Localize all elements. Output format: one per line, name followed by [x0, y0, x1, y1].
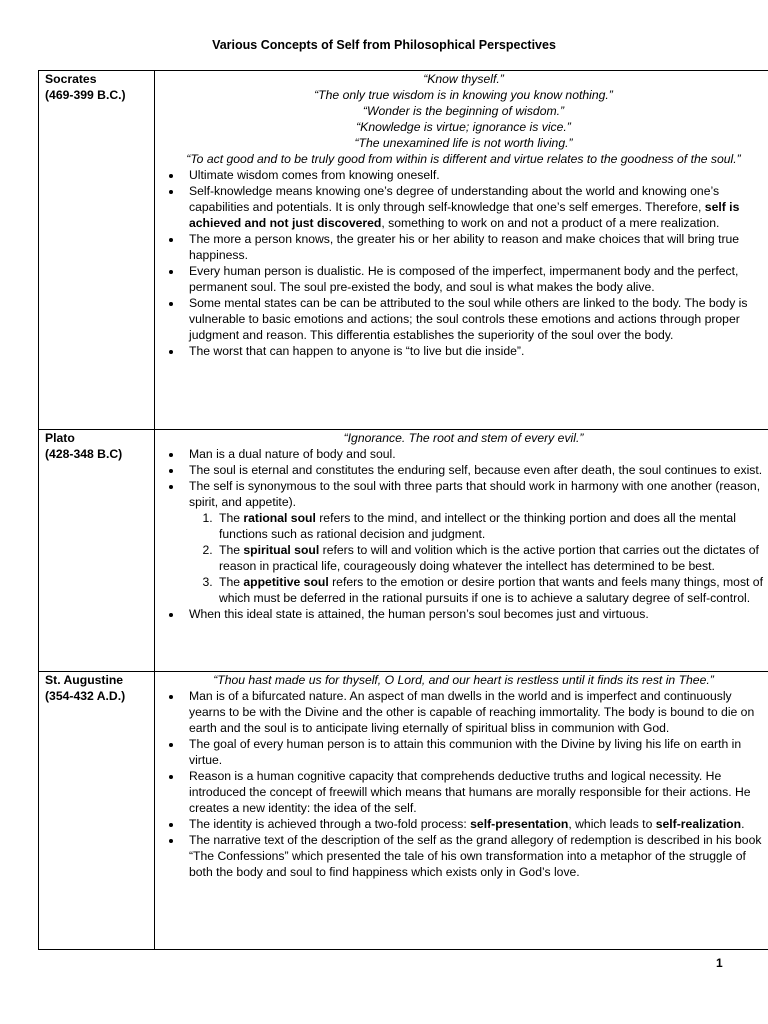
quote: “To act good and to be truly good from within is different and virtue relates to the goodness of the soul.”	[186, 152, 741, 166]
quote: “The only true wisdom is in knowing you know nothing.”	[314, 88, 613, 102]
quote: “The unexamined life is not worth living.”	[354, 136, 573, 150]
philosopher-cell	[39, 430, 155, 672]
list-item: 2. The spiritual soul refers to will and volition which is the active portion that carries out the dictates of reason in practical life, courageously doing whatever the intellect has determined to be best.	[216, 542, 766, 574]
philosopher-name: St. Augustine	[45, 673, 124, 687]
list-item: • Some mental states can be can be attributed to the soul while others are linked to the body. The body is vulnerable to basic emotions and actions; the soul controls these emotions and actions through proper judgment and reason. This differentia establishes the superiority of the soul over the body.	[183, 295, 766, 343]
philosopher-cell	[39, 71, 155, 430]
philosopher-name: Socrates	[45, 72, 97, 86]
bullet-list	[161, 167, 766, 359]
list-item: • Man is a dual nature of body and soul.	[183, 446, 766, 462]
description-cell	[155, 672, 768, 950]
numbered-list	[189, 510, 766, 606]
list-item: • Self-knowledge means knowing one’s degree of understanding about the world and knowing one’s capabilities and potentials. It is only through self-knowledge that one’s self emerges. Therefore, self is achieved and not just discovered, something to work on and not a product of a mere realization.	[183, 183, 766, 231]
quote: “Ignorance. The root and stem of every evil.”	[343, 431, 584, 445]
bullet-list	[161, 688, 766, 880]
quote: “Know thyself.”	[423, 72, 504, 86]
list-item: • The narrative text of the description of the self as the grand allegory of redemption is described in his book “The Confessions” which presented the tale of his own transformation into a metaphor of the struggle of both the body and soul to find happiness which exists only in God’s love.	[183, 832, 766, 880]
philosopher-years: (354-432 A.D.)	[45, 689, 126, 703]
list-item: 3. The appetitive soul refers to the emotion or desire portion that wants and feels many things, most of which must be deferred in the rational pursuits if one is to achieve a salutary degree of self-control.	[216, 574, 766, 606]
description-cell	[155, 71, 768, 430]
list-item: • Man is of a bifurcated nature. An aspect of man dwells in the world and is imperfect and continuously yearns to be with the Divine and the other is capable of reaching immortality. The body is bound to die on earth and the soul is to anticipate living eternally of spiritual bliss in communion with God.	[183, 688, 766, 736]
quote: “Thou hast made us for thyself, O Lord, and our heart is restless until it finds its rest in Thee.”	[213, 673, 714, 687]
philosopher-years: (469-399 B.C.)	[45, 88, 126, 102]
list-item: • The worst that can happen to anyone is “to live but die inside”.	[183, 343, 766, 359]
list-item: • Ultimate wisdom comes from knowing oneself.	[183, 167, 766, 183]
page-number: 1	[716, 956, 723, 970]
philosopher-years: (428-348 B.C)	[45, 447, 123, 461]
quote: “Knowledge is virtue; ignorance is vice.”	[356, 120, 571, 134]
philosopher-cell	[39, 672, 155, 950]
document-title: Various Concepts of Self from Philosophical Perspectives	[212, 38, 556, 52]
list-item: • The soul is eternal and constitutes the enduring self, because even after death, the soul continues to exist.	[183, 462, 766, 478]
list-item: • When this ideal state is attained, the human person’s soul becomes just and virtuous.	[183, 606, 766, 622]
quote: “Wonder is the beginning of wisdom.”	[362, 104, 565, 118]
table-row	[39, 672, 768, 950]
list-item: • The identity is achieved through a two-fold process: self-presentation, which leads to self-realization.	[183, 816, 766, 832]
philosophers-table	[38, 70, 768, 950]
list-item: • Reason is a human cognitive capacity that comprehends deductive truths and logical necessity. He introduced the concept of freewill which means that humans are morally responsible for their actions. He creates a new identity: the idea of the self.	[183, 768, 766, 816]
list-item: • Every human person is dualistic. He is composed of the imperfect, impermanent body and the perfect, permanent soul. The soul pre-existed the body, and soul is what makes the body alive.	[183, 263, 766, 295]
table-row	[39, 71, 768, 430]
list-item: 1. The rational soul refers to the mind, and intellect or the thinking portion and does all the mental functions such as rational decision and judgment.	[216, 510, 766, 542]
list-item: • The self is synonymous to the soul with three parts that should work in harmony with one another (reason, spirit, and appetite). 1. The rational soul refers to the mind, and intellect or the thinking portion and does all the mental functions such as rational decision and judgment. 2. The spiritual soul refers to will and volition which is the active portion that carries out the dictates of reason in practical life, courageously doing whatever the intellect has determined to be best. 3. The appetitive soul refers to the emotion or desire portion that wants and feels many things, most of which must be deferred in the rational pursuits if one is to achieve a salutary degree of self-control.	[183, 478, 766, 606]
description-cell	[155, 430, 768, 672]
list-item: • The goal of every human person is to attain this communion with the Divine by living his life on earth in virtue.	[183, 736, 766, 768]
table-row	[39, 430, 768, 672]
philosopher-name: Plato	[45, 431, 75, 445]
list-item: • The more a person knows, the greater his or her ability to reason and make choices that will bring true happiness.	[183, 231, 766, 263]
bullet-list	[161, 446, 766, 622]
